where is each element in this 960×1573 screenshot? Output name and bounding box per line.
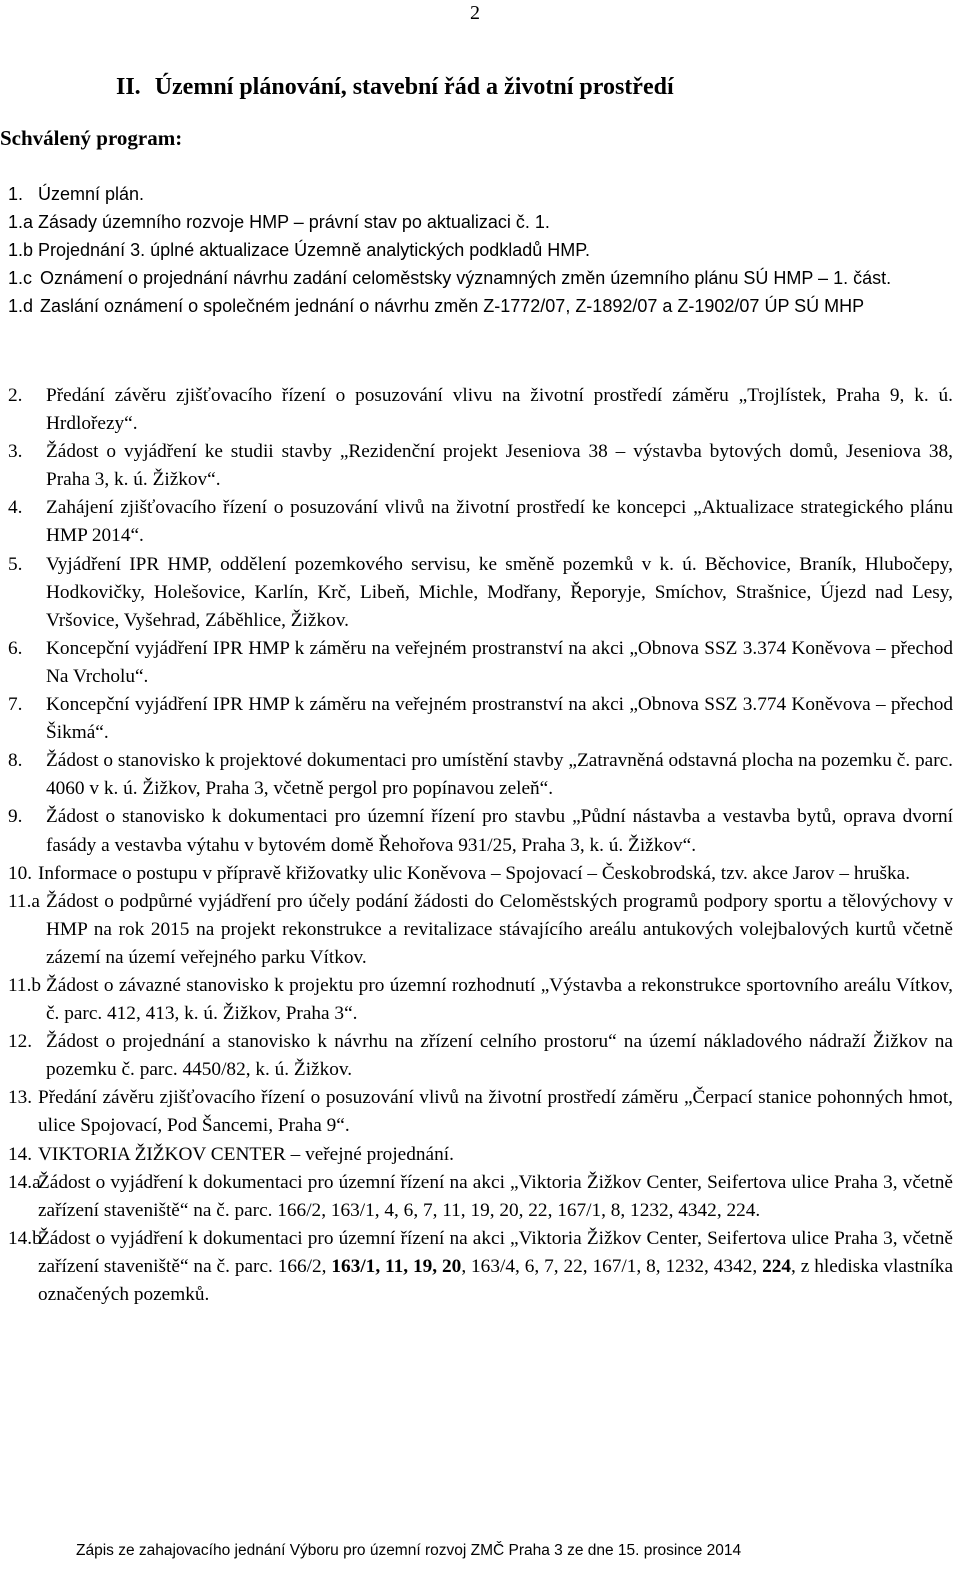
item-text-part: Žádost o vyjádření k dokumentaci pro územní řízení na akci „Viktoria Žižkov Center, Seifertova ulice Praha 3, včetně zařízení staveniště“ na č. parc. 166/2, xyxy=(38,1227,953,1277)
item-text: Zásady územního rozvoje HMP – právní stav po aktualizaci č. 1. xyxy=(38,212,550,233)
list-item xyxy=(8,1225,953,1309)
list-item xyxy=(8,1141,953,1169)
item-text: Žádost o vyjádření ke studii stavby „Rezidenční projekt Jeseniova 38 – výstavba bytových domů, Jeseniova 38, Praha 3, k. ú. Žižkov“. xyxy=(46,441,953,491)
item-number: 14. xyxy=(8,1143,33,1165)
list-item xyxy=(8,382,953,438)
list-item xyxy=(8,438,953,494)
item-text: Oznámení o projednání návrhu zadání celoměstsky významných změn územního plánu SÚ HMP – 1. část. xyxy=(40,268,892,289)
item-number: 14.b xyxy=(8,1227,42,1249)
item-number: 2. xyxy=(8,385,23,406)
item-text xyxy=(38,1225,953,1309)
section-title: Územní plánování, stavební řád a životní prostředí xyxy=(154,74,674,100)
item-number: 3. xyxy=(8,441,23,463)
list-item xyxy=(8,551,953,635)
item-text-bold: 224 xyxy=(762,1255,792,1277)
item-number: 1. xyxy=(8,184,24,204)
item-number: 11.a xyxy=(8,890,40,912)
list-item xyxy=(8,747,953,803)
list-item xyxy=(0,264,955,292)
list-item xyxy=(8,1028,953,1084)
item-number: 1.b xyxy=(8,240,34,261)
item-text: Koncepční vyjádření IPR HMP k záměru na veřejném prostranství na akci „Obnova SSZ 3.774 Koněvova – přechod Šikmá“. xyxy=(46,694,953,744)
list-item xyxy=(8,1084,953,1140)
page-number: 2 xyxy=(470,2,480,24)
program-list-part1 xyxy=(0,180,955,320)
item-text-part: , z hlediska vlastníka označených pozemků. xyxy=(38,1255,954,1305)
item-text: Koncepční vyjádření IPR HMP k záměru na veřejném prostranství na akci „Obnova SSZ 3.374 Koněvova – přechod Na Vrcholu“. xyxy=(46,637,953,687)
item-number: 8. xyxy=(8,750,23,772)
list-item xyxy=(8,888,953,972)
list-item xyxy=(8,494,953,550)
list-item xyxy=(8,803,953,859)
item-number: 12. xyxy=(8,1031,33,1053)
item-number: 11.b xyxy=(8,974,42,996)
list-item xyxy=(8,691,953,747)
item-text: Žádost o závazné stanovisko k projektu pro územní rozhodnutí „Výstavba a rekonstrukce sportovního areálu Vítkov, č. parc. 412, 413, k. ú. Žižkov, Praha 3“. xyxy=(46,974,953,1025)
item-text: Žádost o vyjádření k dokumentaci pro územní řízení na akci „Viktoria Žižkov Center, Seifertova ulice Praha 3, včetně zařízení staveniště“ na č. parc. 166/2, 163/1, 4, 6, 7, 11, 19, 20, 22, 167/1, 8, 1232, 4342, 224. xyxy=(38,1171,953,1221)
item-number: 1.a xyxy=(8,212,34,233)
item-text: Předání závěru zjišťovacího řízení o posuzování vlivu na životní prostředí záměru „Trojlístek, Praha 9, k. ú. Hrdlořezy“. xyxy=(46,385,953,435)
item-text: Žádost o projednání a stanovisko k návrhu na zřízení celního prostoru“ na území nákladového nádraží Žižkov na pozemku č. parc. 4450/82, k. ú. Žižkov. xyxy=(46,1031,953,1081)
item-number: 9. xyxy=(8,806,23,828)
item-number: 1.c xyxy=(8,268,33,289)
item-text: Zaslání oznámení o společném jednání o návrhu změn Z-1772/07, Z-1892/07 a Z-1902/07 ÚP SÚ MHP xyxy=(40,296,865,317)
list-item xyxy=(8,860,953,888)
item-text-part: , 163/4, 6, 7, 22, 167/1, 8, 1232, 4342, xyxy=(461,1255,763,1277)
item-number: 14.a xyxy=(8,1171,41,1193)
item-number: 1.d xyxy=(8,296,34,317)
item-text: Předání závěru zjišťovacího řízení o posuzování vlivů na životní prostředí záměru „Čerpací stanice pohonných hmot, ulice Spojovací, Pod Šancemi, Praha 9“. xyxy=(38,1087,953,1137)
item-number: 4. xyxy=(8,497,23,519)
list-item xyxy=(0,236,955,264)
item-text: Projednání 3. úplné aktualizace Územně analytických podkladů HMP. xyxy=(38,240,590,261)
list-item xyxy=(8,1169,953,1225)
item-text: VIKTORIA ŽIŽKOV CENTER – veřejné projednání. xyxy=(38,1143,454,1165)
item-text: Žádost o stanovisko k dokumentaci pro územní řízení pro stavbu „Půdní nástavba a vestavba bytů, oprava dvorní fasády a vestavba výtahu v bytovém domě Řehořova 931/25, Praha 3, k. ú. Žižkov“. xyxy=(46,806,953,856)
item-text: Informace o postupu v přípravě křižovatky ulic Koněvova – Spojovací – Českobrodská, tzv. akce Jarov – hruška. xyxy=(38,862,911,884)
item-text: Územní plán. xyxy=(38,184,145,204)
item-text: Zahájení zjišťovacího řízení o posuzování vlivů na životní prostředí ke koncepci „Aktualizace strategického plánu HMP 2014“. xyxy=(46,497,953,547)
list-item xyxy=(0,180,955,208)
list-item xyxy=(8,635,953,691)
item-number: 13. xyxy=(8,1087,33,1109)
section-heading xyxy=(116,74,674,101)
list-item xyxy=(0,208,955,236)
program-label: Schválený program: xyxy=(0,126,183,150)
list-item xyxy=(8,972,953,1028)
item-number: 5. xyxy=(8,553,23,575)
list-item xyxy=(0,292,955,320)
item-number: 10. xyxy=(8,862,33,884)
item-text-bold: 163/1, 11, 19, 20 xyxy=(331,1255,462,1277)
item-number: 7. xyxy=(8,694,23,716)
program-list-part2 xyxy=(8,382,953,1309)
page-footer: Zápis ze zahajovacího jednání Výboru pro územní rozvoj ZMČ Praha 3 ze dne 15. prosince 2014 xyxy=(76,1542,742,1559)
item-text: Žádost o stanovisko k projektové dokumentaci pro umístění stavby „Zatravněná odstavná plocha na pozemku č. parc. 4060 v k. ú. Žižkov, Praha 3, včetně pergol pro popínavou zeleň“. xyxy=(46,750,953,800)
section-roman-numeral: II. xyxy=(116,74,141,100)
item-text: Vyjádření IPR HMP, oddělení pozemkového servisu, ke směně pozemků v k. ú. Běchovice, Braník, Hlubočepy, Hodkovičky, Holešovice, Karlín, Krč, Libeň, Michle, Modřany, Řeporyje, Smíchov, Strašnice, Újezd nad Lesy, Vršovice, Vyšehrad, Záběhlice, Žižkov. xyxy=(46,553,953,631)
item-text: Žádost o podpůrné vyjádření pro účely podání žádosti do Celoměstských programů podpory sportu a tělovýchovy v HMP na rok 2015 na projekt rekonstrukce a revitalizace stávajícího areálu antukových volejbalových kurtů včetně zázemí na území veřejného parku Vítkov. xyxy=(46,890,953,968)
item-number: 6. xyxy=(8,637,23,659)
